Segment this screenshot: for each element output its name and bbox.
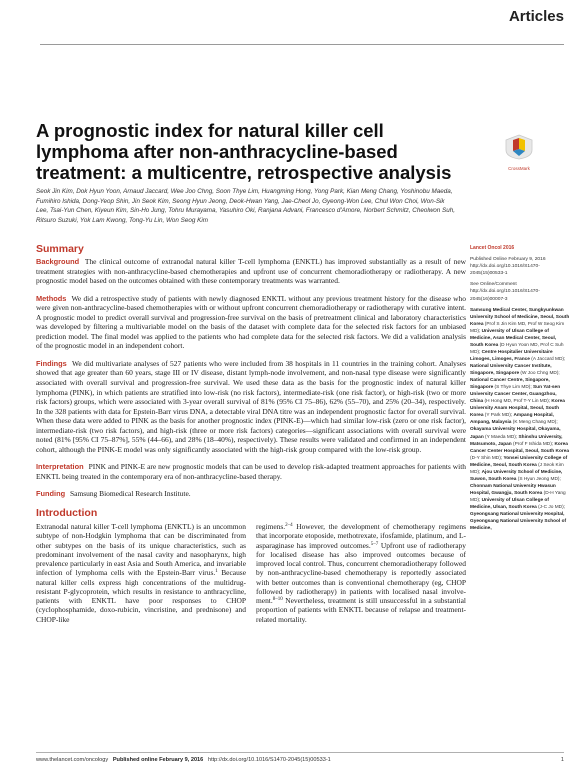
- affiliation-org: University of Ulsan College of Medicine, Ulsan, South Korea: [470, 497, 549, 510]
- affiliation-people: (D-H Yang MD);: [470, 490, 566, 503]
- affiliation-people: (Prof S Jin Kim MD, Prof W Seog Kim MD);: [470, 321, 565, 334]
- comment-link[interactable]: See Online/Comment http://dx.doi.org/10.1016/S1470-2045(16)00007-3: [470, 282, 540, 302]
- abstract-interpretation: [36, 462, 466, 481]
- affiliation-org: Korea University Anam Hospital, Seoul, South Korea: [470, 399, 565, 419]
- affiliation-org: University of Ulsan College of Medicine, Asan Medical Center, Seoul, South Korea: [470, 328, 557, 348]
- affiliation-people: (S Hyun Jeong MD);: [516, 476, 561, 482]
- citation-ref[interactable]: 8–10: [272, 597, 283, 603]
- affiliation-people: (H Hong MD, Prof T-Y Lin MD);: [483, 399, 552, 405]
- introduction-column-2: [256, 522, 466, 624]
- affiliation-org: Okayama University Hospital, Okayama, Japan: [470, 427, 561, 440]
- crossmark-badge[interactable]: [503, 134, 535, 171]
- footer-doi-link[interactable]: http://dx.doi.org/10.1016/S1470-2045(15)00533-1: [207, 757, 331, 763]
- affiliation-org: Centre Hospitalier Universitaire Limoges, Limoges, France: [470, 349, 553, 362]
- introduction-columns: [36, 522, 466, 624]
- author-list: Seok Jin Kim, Dok Hyun Yoon, Arnaud Jaccard, Wee Joo Chng, Soon Thye Lim, Huangming Hong, Yong Park, Kian Meng Chang, Yoshinobu Maeda, Fumihiro Ishida, Dong-Yeop Shin, Jin Seok Kim, Seong Hyun Jeong, Deok-Hwan Yang, Jae-Cheol Jo, Gyeong-Won Lee, Chul Won Choi, Won-Sik Lee, Tsai-Yun Chen, Kiyeun Kim, Sin-Ho Jung, Tohru Murayama, Yasuhiro Oki, Ranjana Advani, Francesco d'Amore, Norbert Schmitz, Cheolwon Suh, Ritsuro Suzuki, Yok Lam Kwong, Tong-Yu Lin, Won Seog Kim: [36, 188, 455, 224]
- affiliation-org: Sun Yat-sen University Cancer Center, Guangzhou, China: [470, 385, 561, 405]
- affiliation-item: [470, 512, 566, 531]
- affiliation-org: Yonsei University College of Medicine, Seoul, South Korea: [470, 455, 568, 468]
- affiliation-org: National Cancer Centre, Singapore, Singapore: [470, 378, 550, 391]
- findings-label: Findings: [36, 358, 67, 368]
- footer-site-link[interactable]: www.thelancet.com/oncology: [36, 757, 109, 763]
- intro-text-2b: However, the development of chemotherapy regimens that incorporate etoposide, methotrexate, ifosfamide, platinum, and L-asparaginase has improved outcomes.: [256, 522, 466, 550]
- citation-ref[interactable]: 5–7: [370, 541, 379, 547]
- intro-text-1b: Because natural killer cells express high concentrations of the multidrug-resistant P-glycoprotein, which results in resistance to anthracycline, patients with ENKTL have poor responses to CHOP (cyclophosphamide, doxo-rubicin, vincristine, and prednisone) and CHOP-like: [36, 568, 246, 624]
- abstract-funding: [36, 489, 466, 499]
- affiliation-org: Chonnam National University Hwasun Hospital, Gwangju, South Korea: [470, 483, 556, 496]
- footer-rule: [36, 752, 564, 753]
- affiliation-item: [470, 470, 562, 482]
- affiliation-people: (W Joo Chng MD);: [519, 371, 560, 377]
- sidebar: [470, 245, 570, 532]
- affiliation-people: (Y Park MD);: [483, 413, 514, 419]
- main-column: [36, 243, 466, 624]
- affiliation-people: (Prof F Ishida MD);: [511, 441, 555, 447]
- intro-text-1a: Extranodal natural killer T-cell lymphoma (ENKTL) is an uncommon subtype of non-Hodgkin lymphoma that can be discriminated from other subtypes on the basis of its unique characteristics, such as predominant involvement of the nasal cavity and nasopharynx, high prevalence particularly in east Asia and South America, and invariable infection of lymphoma cells with the Epstein-Barr virus.: [36, 522, 246, 578]
- footer-published: Published online February 9, 2016: [112, 757, 204, 763]
- affiliation-people: (D Hyun Yoon MD, Prof C Suh MD);: [470, 342, 564, 355]
- abstract-background: [36, 257, 466, 286]
- methods-label: Methods: [36, 293, 67, 303]
- affiliation-people: (J Seok Kim MD);: [470, 462, 564, 475]
- affiliation-people: (A Jaccard MD);: [529, 356, 566, 362]
- published-online: Published Online February 9, 2016 http://dx.doi.org/10.1016/S1470-2045(15)00533-1: [470, 257, 546, 277]
- citation-ref[interactable]: 2–4: [285, 523, 293, 529]
- affiliation-people: (J-C Jo MD);: [536, 504, 566, 510]
- methods-text: We did a retrospective study of patients with newly diagnosed ENKTL without any previous treatment history for the disease who were given non-anthracycline-based chemotherapies with or without upfront concurrent chemoradiotherapy or radiotherapy with curative intent. A prognostic model to predict overall survival and progression-free survival on the basis of pretreatment clinical and laboratory characteristics was developed by filtering a multivariable model on the basis of the dataset with complete data for the selected risk factors for an unbiased prediction model. The final model was applied to the patients who had complete data for the selected risk factors. We did a validation analysis of the prognostic model in an independent cohort.: [36, 293, 466, 351]
- affiliation-org: Gyeongsang National University Hospital, Gyeongsang National University School of Medicine,: [470, 512, 567, 532]
- footer-left: [36, 757, 331, 763]
- funding-label: Funding: [36, 489, 66, 499]
- page-number: 1: [560, 757, 564, 763]
- introduction-paragraph-1: [36, 522, 246, 624]
- article-title: A prognostic index for natural killer cell lymphoma after non-anthracycline-based treatment: a multicentre, retrospective analysis: [36, 120, 452, 183]
- affiliation-org: Samsung Medical Center, Sungkyunkwan University School of Medicine, Seoul, South Korea: [470, 307, 570, 327]
- background-text: The clinical outcome of extranodal natural killer T-cell lymphoma (ENKTL) has improved substantially as a result of new treatment strategies with non-anthracycline-based chemotherapies and upfront use of concurrent chemoradiotherapy or radiotherapy. A new prognostic model based on the outcomes obtained with these contemporary treatments was warranted.: [36, 257, 466, 286]
- affiliation-item: [470, 350, 565, 362]
- header-rule: [40, 44, 564, 45]
- affiliation-people: (D-Y Shin MD);: [470, 455, 504, 461]
- crossmark-icon: [503, 134, 535, 160]
- abstract-findings: [36, 359, 466, 454]
- affiliation-people: (Y Maeda MD);: [483, 434, 519, 440]
- introduction-column-1: [36, 522, 246, 624]
- section-label: Articles: [508, 8, 564, 25]
- footer: [36, 757, 564, 763]
- journal-name: Lancet Oncol 2016: [470, 245, 515, 251]
- intro-text-2c: Upfront use of radiotherapy for localised disease has also improved outcomes because of improved local control. Thus, concurrent chemoradiotherapy followed by non-anthracycline-based chemotherapy is reportedly associated with better outcomes than is conventional chemotherapy (eg, CHOP followed by radiotherapy) in patients with localised nasal involve-ment.: [256, 540, 466, 606]
- affiliation-item: [470, 498, 565, 510]
- introduction-paragraph-2: [256, 522, 466, 624]
- affiliation-org: Korea Cancer Center Hospital, Seoul, South Korea: [470, 441, 569, 454]
- abstract-methods: [36, 294, 466, 351]
- affiliation-people: (S Thye Lim MD);: [493, 385, 533, 391]
- affiliation-people: (K Meng Chang MD);: [511, 420, 558, 426]
- summary-heading: Summary: [36, 243, 84, 255]
- intro-text-2d: Nevertheless, treatment is still unsuccessful in a substantial proportion of patients with ENKTL because of relapse and treatment-related mortality.: [256, 596, 466, 624]
- affiliation-list: [470, 307, 570, 533]
- crossmark-label: CrossMark: [508, 166, 530, 171]
- intro-text-2a: regimens.: [256, 522, 286, 532]
- introduction-heading: Introduction: [36, 507, 98, 520]
- journal-citation: [470, 245, 570, 252]
- interpretation-text: PINK and PINK-E are new prognostic models that can be used to develop risk-adapted treatment approaches for patients with ENKTL being treated in the contemporary era of non-anthracycline-based therapy.: [36, 462, 467, 481]
- background-label: Background: [36, 257, 80, 266]
- affiliation-org: National University Cancer Institute, Singapore, Singapore: [470, 364, 552, 377]
- affiliation-item: [470, 364, 560, 376]
- findings-text: We did multivariate analyses of 527 patients who were included from 38 hospitals in 11 countries in the training cohort. Analyses showed that age greater than 60 years, stage III or IV disease, distant lymph-node involvement, and non-nasal type disease were significantly associated with overall survival and progression-free survival. We used these data as the basis for the prognostic index of natural killer lymphoma (PINK), in which patients are stratified into low-risk (no risk factors), intermediate-risk (one risk factor), or high-risk (two or more risk factors) groups, which were associated with 3-year overall survival of 81% (95% CI 75–86), 62% (55–70), and 25% (20–34), respectively. In the 328 patients with data for Epstein-Barr virus DNA, a detectable viral DNA titre was an independent prognostic factor for overall survival. When these data were added to PINK as the basis for another prognostic index (PINK-E)—which had similar low-risk (zero or one risk factor), intermediate-risk (two risk factors), and high-risk (three or more risk factors) categories—significant associations with overall survival were noted (81% [95% CI 75–87%], 55% (44–66), and 28% (18–40%), respectively). These results were validated and confirmed in an independent cohort, although the PINK-E model was only significantly associated with the high-risk group compared with the low-risk group.: [36, 358, 466, 454]
- citation-ref[interactable]: 1: [215, 569, 218, 575]
- affiliation-org: Ajou University School of Medicine, Suwon, South Korea: [470, 469, 563, 482]
- funding-text: Samsung Biomedical Research Institute.: [70, 489, 191, 499]
- affiliation-org: Shinshu University, Matsumoto, Japan: [470, 434, 563, 447]
- affiliation-org: Ampang Hospital, Ampang, Malaysia: [470, 413, 554, 426]
- interpretation-label: Interpretation: [36, 462, 84, 472]
